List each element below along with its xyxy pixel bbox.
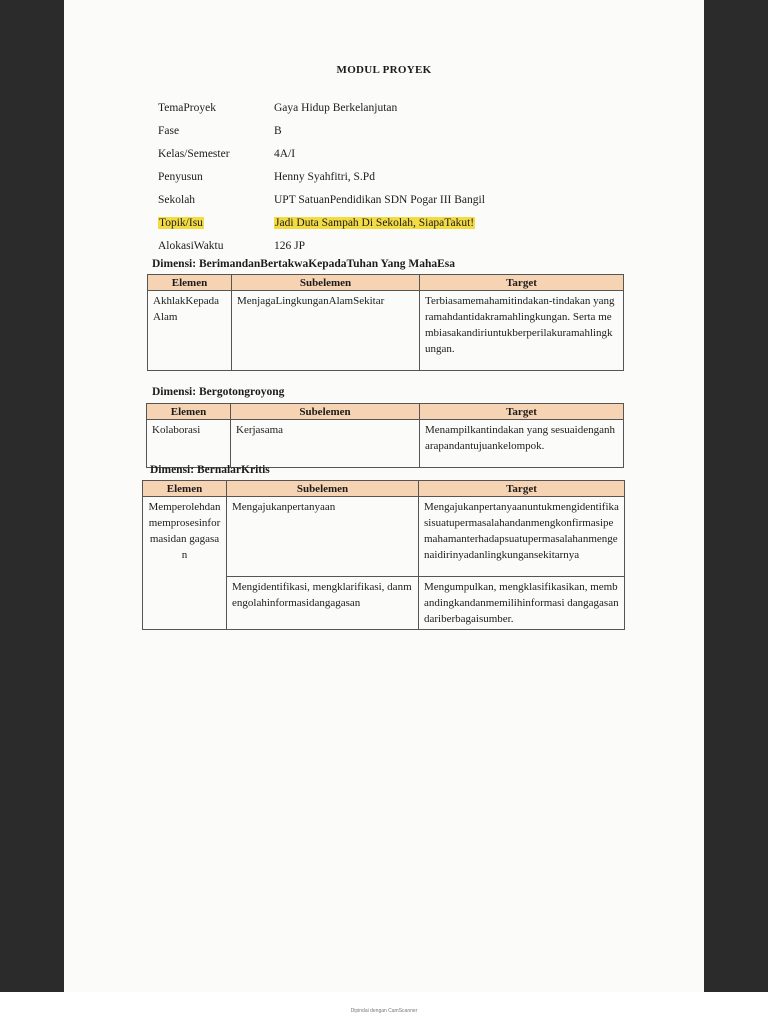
meta-value-highlight: Jadi Duta Sampah Di Sekolah, SiapaTakut! bbox=[275, 216, 475, 229]
dimension-1-title: Dimensi: BerimandanBertakwaKepadaTuhan Yang MahaEsa bbox=[152, 258, 455, 270]
meta-value: 126 JP bbox=[274, 239, 305, 252]
scan-border-left bbox=[0, 0, 64, 994]
dimension-1-table bbox=[147, 274, 624, 371]
header-target: Target bbox=[420, 275, 624, 291]
meta-value: Henny Syahfitri, S.Pd bbox=[274, 170, 375, 183]
scan-border-right bbox=[704, 0, 768, 994]
header-elemen: Elemen bbox=[147, 404, 231, 420]
dimension-2-table bbox=[146, 403, 624, 468]
meta-row-topik bbox=[158, 211, 618, 234]
cell-elemen: Kolaborasi bbox=[147, 420, 231, 468]
cell-elemen: AkhlakKepadaAlam bbox=[148, 291, 232, 371]
header-subelemen: Subelemen bbox=[232, 275, 420, 291]
meta-row-penyusun bbox=[158, 165, 618, 188]
cell-subelemen: MenjagaLingkunganAlamSekitar bbox=[232, 291, 420, 371]
cell-target: Menampilkantindakan yang sesuaidenganharapandantujuankelompok. bbox=[420, 420, 624, 468]
header-elemen: Elemen bbox=[143, 481, 227, 497]
header-target: Target bbox=[420, 404, 624, 420]
project-meta bbox=[158, 96, 618, 257]
meta-label bbox=[158, 217, 274, 229]
meta-value: UPT SatuanPendidikan SDN Pogar III Bangil bbox=[274, 193, 485, 206]
header-target: Target bbox=[419, 481, 625, 497]
meta-row-kelas bbox=[158, 142, 618, 165]
meta-value: 4A/I bbox=[274, 147, 296, 160]
cell-subelemen: Mengidentifikasi, mengklarifikasi, danmengolahinformasidangagasan bbox=[227, 577, 419, 630]
meta-label: TemaProyek bbox=[158, 101, 216, 114]
cell-subelemen: Kerjasama bbox=[231, 420, 420, 468]
cell-target: Mengumpulkan, mengklasifikasikan, membandingkandanmemilihinformasi dangagasandariberbagaisumber. bbox=[419, 577, 625, 630]
cell-elemen: Memperolehdanmemprosesinformasidan gagasan bbox=[143, 497, 227, 630]
meta-label: AlokasiWaktu bbox=[158, 239, 224, 252]
cell-subelemen: Mengajukanpertanyaan bbox=[227, 497, 419, 577]
meta-row-fase bbox=[158, 119, 618, 142]
meta-row-alokasi bbox=[158, 234, 618, 257]
cell-target: Mengajukanpertanyaanuntukmengidentifikasisuatupermasalahandanmengkonfirmasipemahamanterhadapsuatupermasalahanmengenaidirinyadanlingkungansekitarnya bbox=[419, 497, 625, 577]
highlight: Topik/Isu bbox=[159, 216, 203, 229]
meta-label: Kelas/Semester bbox=[158, 147, 230, 160]
dimension-2-title: Dimensi: Bergotongroyong bbox=[152, 386, 285, 398]
page-title: MODUL PROYEK bbox=[336, 64, 432, 76]
meta-value: Gaya Hidup Berkelanjutan bbox=[274, 101, 398, 114]
dimension-3-title: Dimensi: BernalarKritis bbox=[150, 464, 270, 476]
header-subelemen: Subelemen bbox=[227, 481, 419, 497]
meta-row-sekolah bbox=[158, 188, 618, 211]
scanner-watermark: Dipindai dengan CamScanner bbox=[350, 1008, 418, 1014]
cell-target: Terbiasamemahamitindakan-tindakan yang ramahdantidakramahlingkungan. Serta membiasakandiriuntukberperilakuramahlingkungan. bbox=[420, 291, 624, 371]
meta-value: B bbox=[274, 124, 282, 137]
meta-label: Sekolah bbox=[158, 193, 196, 206]
meta-row-tema bbox=[158, 96, 618, 119]
meta-label: Fase bbox=[158, 124, 180, 137]
meta-label: Penyusun bbox=[158, 170, 203, 183]
header-elemen: Elemen bbox=[148, 275, 232, 291]
dimension-3-table bbox=[142, 480, 625, 630]
header-subelemen: Subelemen bbox=[231, 404, 420, 420]
